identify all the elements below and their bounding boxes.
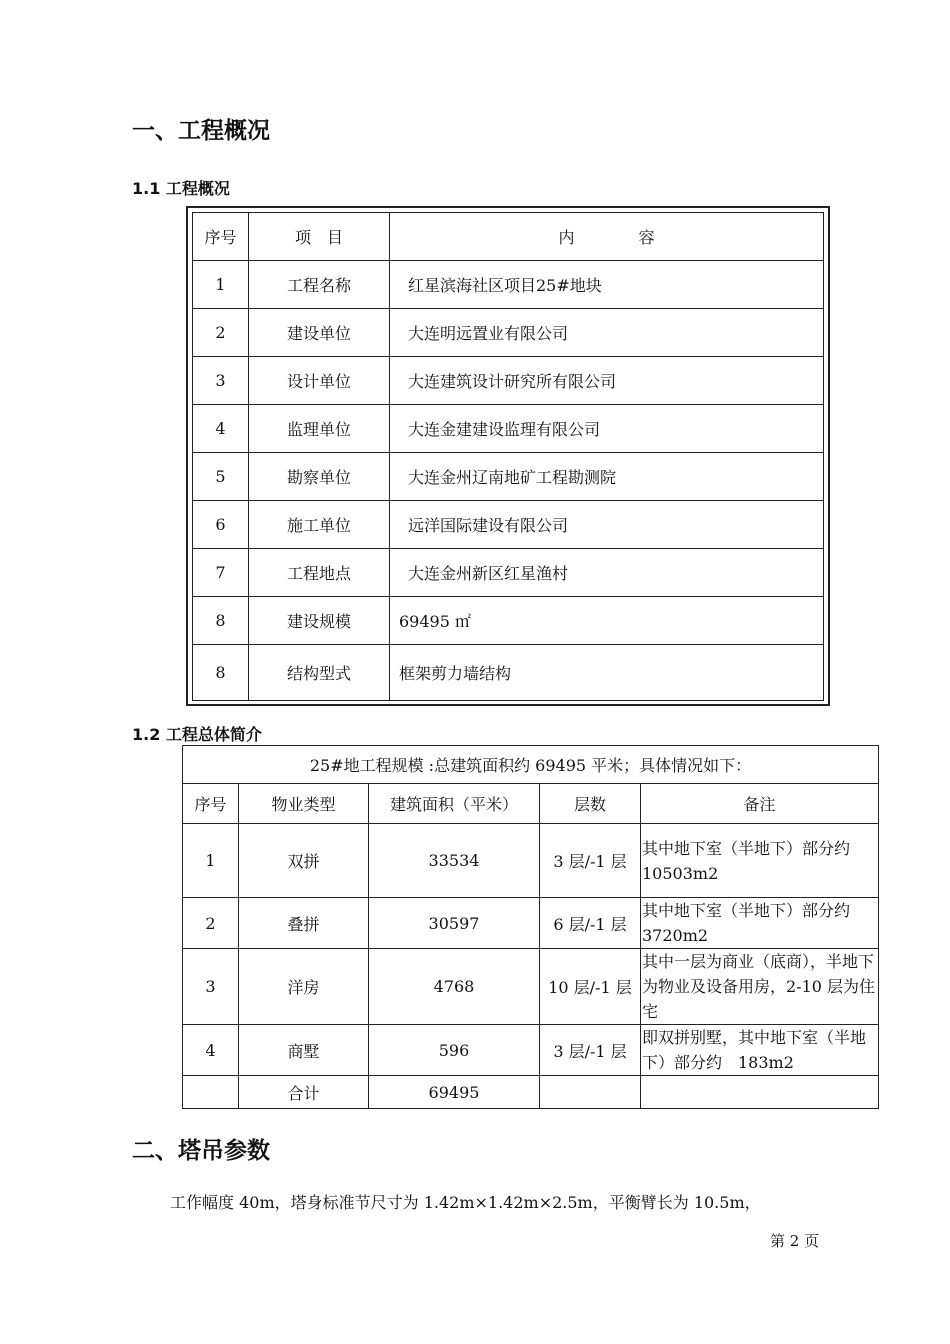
row-content: 大连建筑设计研究所有限公司	[390, 357, 824, 405]
row-type: 叠拼	[239, 898, 369, 949]
row-item: 设计单位	[249, 357, 390, 405]
table-header-row	[183, 784, 879, 824]
table-row	[183, 824, 879, 898]
header-cell: 层数	[540, 784, 641, 824]
table-caption-row	[183, 746, 879, 784]
row-content: 大连金州辽南地矿工程勘测院	[390, 453, 824, 501]
project-overview-table	[192, 212, 824, 701]
row-number: 8	[193, 597, 249, 645]
row-item: 建设规模	[249, 597, 390, 645]
subsection-title-1-2: 1.2 工程总体简介	[132, 725, 262, 744]
row-number: 3	[193, 357, 249, 405]
row-note	[641, 1076, 879, 1109]
row-floors	[540, 1076, 641, 1109]
table-row	[183, 898, 879, 949]
row-number: 4	[183, 1025, 239, 1076]
body-paragraph: 工作幅度 40m，塔身标准节尺寸为 1.42m×1.42m×2.5m，平衡臂长为 10.5m，	[170, 1193, 761, 1212]
row-number: 7	[193, 549, 249, 597]
row-item: 勘察单位	[249, 453, 390, 501]
header-cell: 序号	[183, 784, 239, 824]
row-number: 1	[183, 824, 239, 898]
row-floors: 6 层/-1 层	[540, 898, 641, 949]
row-number: 1	[193, 261, 249, 309]
row-number	[183, 1076, 239, 1109]
section-title-2: 二、塔吊参数	[132, 1138, 270, 1164]
section-title-1: 一、工程概况	[132, 118, 270, 144]
row-item: 施工单位	[249, 501, 390, 549]
row-content: 红星滨海社区项目25#地块	[390, 261, 824, 309]
row-type: 双拼	[239, 824, 369, 898]
table-row	[183, 1025, 879, 1076]
row-area: 69495	[369, 1076, 540, 1109]
row-area: 30597	[369, 898, 540, 949]
table-row	[193, 597, 824, 645]
row-area: 596	[369, 1025, 540, 1076]
table-row	[193, 549, 824, 597]
row-number: 6	[193, 501, 249, 549]
table-row	[193, 357, 824, 405]
table-row	[193, 309, 824, 357]
row-area: 33534	[369, 824, 540, 898]
row-area: 4768	[369, 949, 540, 1025]
table-row	[193, 261, 824, 309]
header-cell: 项 目	[249, 213, 390, 261]
row-content: 69495 ㎡	[390, 597, 824, 645]
row-floors: 10 层/-1 层	[540, 949, 641, 1025]
row-item: 工程名称	[249, 261, 390, 309]
header-cell: 内 容	[390, 213, 824, 261]
subsection-title-1-1: 1.1 工程概况	[132, 179, 230, 198]
header-cell: 建筑面积（平米）	[369, 784, 540, 824]
project-summary-table	[182, 745, 879, 1109]
row-content: 大连金建建设监理有限公司	[390, 405, 824, 453]
row-note: 其中一层为商业（底商），半地下为物业及设备用房，2-10 层为住宅	[641, 949, 879, 1025]
page-number: 第 2 页	[770, 1232, 820, 1250]
row-note: 其中地下室（半地下）部分约 10503m2	[641, 824, 879, 898]
row-type: 洋房	[239, 949, 369, 1025]
row-number: 2	[183, 898, 239, 949]
table-caption: 25#地工程规模 :总建筑面积约 69495 平米；具体情况如下：	[183, 746, 879, 784]
row-number: 8	[193, 645, 249, 701]
table-row	[193, 453, 824, 501]
row-number: 5	[193, 453, 249, 501]
table-row	[183, 949, 879, 1025]
row-item: 建设单位	[249, 309, 390, 357]
project-overview-table-frame	[186, 206, 830, 706]
row-floors: 3 层/-1 层	[540, 824, 641, 898]
row-number: 3	[183, 949, 239, 1025]
row-note: 其中地下室（半地下）部分约 3720m2	[641, 898, 879, 949]
row-floors: 3 层/-1 层	[540, 1025, 641, 1076]
row-content: 大连明远置业有限公司	[390, 309, 824, 357]
row-note: 即双拼别墅，其中地下室（半地下）部分约 183m2	[641, 1025, 879, 1076]
table-header-row	[193, 213, 824, 261]
row-item: 工程地点	[249, 549, 390, 597]
row-type: 商墅	[239, 1025, 369, 1076]
header-cell: 物业类型	[239, 784, 369, 824]
table-row	[193, 405, 824, 453]
row-content: 框架剪力墙结构	[390, 645, 824, 701]
header-cell: 备注	[641, 784, 879, 824]
row-number: 4	[193, 405, 249, 453]
row-type: 合计	[239, 1076, 369, 1109]
table-total-row	[183, 1076, 879, 1109]
table-row	[193, 645, 824, 701]
row-content: 大连金州新区红星渔村	[390, 549, 824, 597]
table-row	[193, 501, 824, 549]
row-number: 2	[193, 309, 249, 357]
row-content: 远洋国际建设有限公司	[390, 501, 824, 549]
row-item: 结构型式	[249, 645, 390, 701]
header-cell: 序号	[193, 213, 249, 261]
row-item: 监理单位	[249, 405, 390, 453]
